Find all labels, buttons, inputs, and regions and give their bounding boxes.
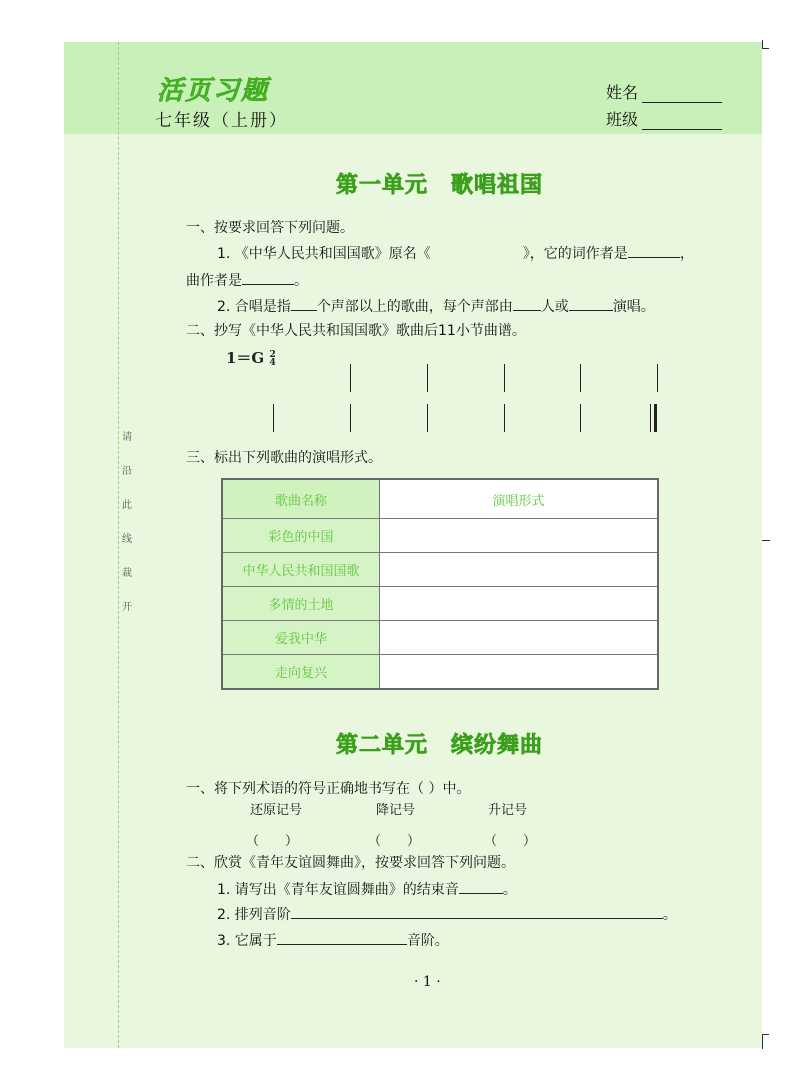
- table-header-form: 演唱形式: [380, 479, 659, 519]
- q1-1-text: 1. 《中华人民共和国国歌》原名《: [217, 246, 431, 262]
- unit1-q3: 三、标出下列歌曲的演唱形式。: [186, 450, 382, 466]
- crop-mark: [762, 540, 770, 541]
- time-top: 2: [269, 350, 276, 360]
- cut-guide-text: [120, 428, 134, 613]
- answer-paren-natural[interactable]: （ ）: [246, 834, 299, 849]
- form-answer-cell[interactable]: [380, 621, 659, 655]
- answer-paren-flat[interactable]: （ ）: [368, 834, 421, 849]
- form-answer-cell[interactable]: [380, 519, 659, 553]
- bar-line: [427, 404, 428, 432]
- form-answer-cell[interactable]: [380, 655, 659, 690]
- unit2-q2: 二、欣赏《青年友谊圆舞曲》，按要求回答下列问题。: [186, 855, 515, 871]
- page-number: · 1 ·: [414, 974, 441, 990]
- unit1-q2: 二、抄写《中华人民共和国国歌》歌曲后11小节曲谱。: [186, 323, 526, 339]
- grade-label: 七年级（上册）: [155, 111, 288, 131]
- unit2-q2-1: [217, 879, 517, 899]
- time-signature: [269, 351, 275, 367]
- q1-2-text: 2. 合唱是指: [217, 299, 291, 315]
- q1-1-text: 。: [294, 273, 308, 289]
- form-answer-cell[interactable]: [380, 553, 659, 587]
- unit2-title: 第二单元 缤纷舞曲: [336, 733, 544, 758]
- cut-char: 开: [122, 602, 132, 613]
- table-header-song: 歌曲名称: [222, 479, 380, 519]
- cut-char: 请: [122, 432, 132, 443]
- q1-1-text: ，: [679, 246, 694, 262]
- bar-line: [657, 364, 658, 392]
- term-flat: 降记号: [376, 803, 416, 818]
- class-blank[interactable]: [642, 115, 722, 130]
- crop-mark: [762, 40, 769, 49]
- unit2-q2-3: [217, 930, 449, 950]
- bar-line: [580, 364, 581, 392]
- cut-char: 此: [122, 500, 132, 511]
- q1-1-text: 》，它的词作者是: [522, 246, 628, 262]
- name-label: 姓名: [606, 83, 639, 102]
- cut-char: 线: [122, 534, 132, 545]
- people-blank[interactable]: [513, 298, 541, 311]
- q2-2-text: 2. 排列音阶: [217, 907, 291, 923]
- table-row: [222, 519, 658, 553]
- book-title: 活页习题: [157, 76, 270, 106]
- unit1-title: 第一单元 歌唱祖国: [336, 173, 544, 198]
- form-answer-cell[interactable]: [380, 587, 659, 621]
- unit1-q1-1: [217, 243, 694, 263]
- q2-1-text: 。: [502, 882, 517, 898]
- q1-1-text: 曲作者是: [186, 273, 242, 289]
- song-name: 彩色的中国: [222, 519, 380, 553]
- term-sharp: 升记号: [488, 803, 528, 818]
- term-natural: 还原记号: [250, 803, 303, 818]
- q1-2-text: 个声部以上的歌曲，每个声部由: [316, 299, 513, 315]
- cut-char: 沿: [122, 466, 132, 477]
- unit1-q1-2: [217, 296, 655, 316]
- q2-3-text: 3. 它属于: [217, 933, 277, 949]
- bar-line: [580, 404, 581, 432]
- cut-guide-line: [118, 42, 119, 1048]
- crop-mark: [762, 1034, 769, 1049]
- song-name: 爱我中华: [222, 621, 380, 655]
- scale-type-blank[interactable]: [277, 932, 407, 945]
- q1-2-text: 人或: [540, 299, 569, 315]
- table-header-row: [222, 479, 658, 519]
- group-blank[interactable]: [569, 298, 613, 311]
- original-title-blank[interactable]: [431, 246, 523, 258]
- table-row: [222, 587, 658, 621]
- voices-blank[interactable]: [291, 298, 317, 311]
- songs-table: [221, 478, 659, 690]
- q1-2-text: 演唱。: [612, 299, 655, 315]
- song-name: 多情的土地: [222, 587, 380, 621]
- bar-line: [504, 364, 505, 392]
- q2-2-text: 。: [662, 907, 677, 923]
- cut-char: 裁: [122, 568, 132, 579]
- final-bar-line-thick: [654, 404, 657, 432]
- final-bar-line: [650, 404, 651, 432]
- key-signature: [226, 347, 276, 368]
- bar-line: [350, 364, 351, 392]
- bar-line: [350, 404, 351, 432]
- name-field[interactable]: [606, 80, 722, 103]
- q2-1-text: 1. 请写出《青年友谊圆舞曲》的结束音: [217, 882, 459, 898]
- song-name: 走向复兴: [222, 655, 380, 690]
- song-name: 中华人民共和国国歌: [222, 553, 380, 587]
- bar-line: [273, 404, 274, 432]
- answer-paren-sharp[interactable]: （ ）: [484, 834, 537, 849]
- table-row: [222, 553, 658, 587]
- key-text: 1＝G: [226, 349, 265, 367]
- unit1-q1-1-cont: [186, 270, 308, 290]
- unit1-q1: 一、按要求回答下列问题。: [186, 220, 354, 236]
- scale-blank[interactable]: [291, 906, 663, 919]
- time-bottom: 4: [269, 358, 276, 368]
- name-blank[interactable]: [642, 88, 722, 103]
- unit2-q2-2: [217, 904, 677, 924]
- table-row: [222, 621, 658, 655]
- bar-line: [504, 404, 505, 432]
- table-row: [222, 655, 658, 690]
- lyricist-blank[interactable]: [628, 245, 680, 258]
- composer-blank[interactable]: [242, 272, 294, 285]
- unit2-q1: 一、将下列术语的符号正确地书写在（ ）中。: [186, 781, 471, 797]
- ending-note-blank[interactable]: [459, 881, 503, 894]
- class-field[interactable]: [606, 107, 722, 130]
- bar-line: [427, 364, 428, 392]
- class-label: 班级: [606, 110, 639, 129]
- q2-3-text: 音阶。: [406, 933, 449, 949]
